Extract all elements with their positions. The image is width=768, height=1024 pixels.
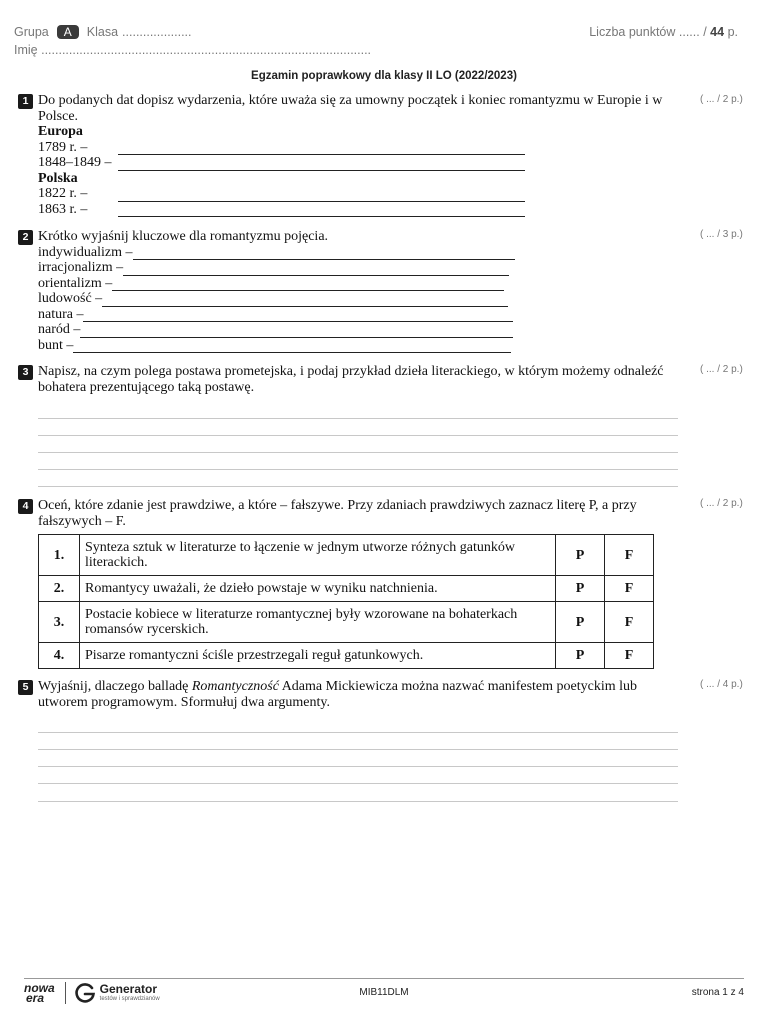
footer-divider (24, 978, 744, 979)
term-row (38, 245, 678, 261)
writing-line[interactable] (38, 452, 678, 453)
task-5 (18, 679, 678, 710)
table-row (39, 602, 654, 643)
table-row (39, 576, 654, 602)
ballad-title: Romantyczność (191, 679, 279, 694)
task-1 (18, 93, 678, 217)
date-label: 1789 r. – (38, 139, 88, 155)
writing-line[interactable] (38, 732, 678, 733)
exam-title: Egzamin poprawkowy dla klasy II LO (2022/2023) (251, 70, 517, 82)
task-number: 4 (18, 499, 33, 514)
date-label: 1848–1849 – (38, 155, 112, 170)
grupa-label: Grupa (14, 25, 49, 39)
statement-number: 3. (39, 602, 80, 643)
points-unit: p. (727, 25, 738, 39)
statement-text: Synteza sztuk w literaturze to łączenie w jednym utworze różnych gatunków literackich. (80, 535, 556, 576)
task-text-after: Adama Mickiewicza można nazwać manifestem poetyckim lub utworem programowym. Sformułuj dwa argumenty. (38, 679, 638, 710)
statement-text: Romantycy uważali, że dzieło powstaje w wyniku natchnienia. (80, 576, 556, 602)
polska-heading: Polska (38, 170, 78, 186)
answer-line[interactable] (118, 206, 525, 217)
writing-line[interactable] (38, 766, 678, 767)
term-label: bunt – (38, 337, 74, 353)
task-points: ( ... / 4 p.) (700, 679, 743, 690)
term-label: irracjonalizm – (38, 260, 124, 275)
logo-era-text: era (26, 991, 45, 1005)
statement-number: 4. (39, 643, 80, 669)
task-2 (18, 229, 678, 353)
writing-line[interactable] (38, 469, 678, 470)
answer-line[interactable] (102, 296, 508, 307)
statement-text: Postacie kobiece w literaturze romantycznej były wzorowane na bohaterkach romansów rycerskich. (80, 602, 556, 643)
answer-row (38, 186, 678, 202)
statement-number: 1. (39, 535, 80, 576)
term-row (38, 338, 678, 354)
true-option[interactable]: P (556, 602, 605, 643)
answer-row (38, 202, 678, 218)
generator-text: Generator (99, 982, 158, 996)
term-label: ludowość – (38, 291, 103, 306)
term-label: naród – (38, 322, 81, 337)
answer-line[interactable] (123, 265, 509, 276)
false-option[interactable]: F (605, 576, 654, 602)
generator-subtext: testów i sprawdzianów (99, 996, 160, 1002)
grupa-field (14, 25, 192, 39)
term-label: natura – (38, 306, 84, 322)
europa-heading: Europa (38, 124, 83, 139)
term-row (38, 260, 678, 276)
answer-line[interactable] (118, 191, 525, 202)
task-text: Napisz, na czym polega postawa prometejska, i podaj przykład dzieła literackiego, w którym możemy odnaleźć bohatera prezentującego taką postawę. (38, 364, 664, 395)
page-number: strona 1 z 4 (691, 987, 744, 998)
task-4 (18, 498, 678, 529)
term-label: orientalizm – (38, 275, 113, 291)
answer-row (38, 155, 678, 171)
answer-line[interactable] (112, 280, 504, 291)
answer-line[interactable] (118, 144, 525, 155)
answer-row (38, 140, 678, 156)
writing-line[interactable] (38, 749, 678, 750)
imie-field (14, 43, 371, 57)
task-text: Oceń, które zdanie jest prawdziwe, a które – fałszywe. Przy zdaniach prawdziwych zaznacz literę P, a przy fałszywych – F. (38, 498, 637, 529)
points-max: 44 (710, 25, 725, 39)
task-points: ( ... / 2 p.) (700, 94, 743, 105)
task-text: Krótko wyjaśnij kluczowe dla romantyzmu pojęcia. (38, 229, 329, 244)
writing-line[interactable] (38, 435, 678, 436)
task-number: 1 (18, 94, 33, 109)
answer-line[interactable] (83, 311, 513, 322)
table-row (39, 535, 654, 576)
document-code: MIB11DLM (359, 987, 409, 998)
task-number: 2 (18, 230, 33, 245)
task-text: Do podanych dat dopisz wydarzenia, które uważa się za umowny początek i koniec romantyzmu w Europie i w Polsce. (38, 93, 663, 124)
term-label: indywidualizm – (38, 244, 133, 260)
statement-text: Pisarze romantyczni ściśle przestrzegali reguł gatunkowych. (80, 643, 556, 669)
term-row (38, 276, 678, 292)
task-points: ( ... / 2 p.) (700, 498, 743, 509)
true-option[interactable]: P (556, 643, 605, 669)
writing-line[interactable] (38, 801, 678, 802)
term-row (38, 291, 678, 307)
imie-label: Imię (14, 43, 38, 57)
term-row (38, 307, 678, 323)
answer-line[interactable] (118, 160, 525, 171)
writing-line[interactable] (38, 486, 678, 487)
klasa-dots: .................... (122, 25, 192, 39)
grupa-badge: A (57, 25, 79, 39)
answer-line[interactable] (80, 327, 513, 338)
answer-line[interactable] (73, 342, 511, 353)
task-text-before: Wyjaśnij, dlaczego balladę (38, 679, 192, 694)
true-option[interactable]: P (556, 576, 605, 602)
task-number: 3 (18, 365, 33, 380)
task-points: ( ... / 2 p.) (700, 364, 743, 375)
date-label: 1822 r. – (38, 186, 88, 201)
task-3 (18, 364, 678, 395)
task-points: ( ... / 3 p.) (700, 229, 743, 240)
true-false-table (38, 534, 654, 669)
term-row (38, 322, 678, 338)
logo-nowa-text: nowa (24, 981, 55, 995)
writing-line[interactable] (38, 418, 678, 419)
writing-line[interactable] (38, 783, 678, 784)
klasa-label: Klasa (86, 25, 119, 39)
false-option[interactable]: F (605, 643, 654, 669)
true-option[interactable]: P (556, 535, 605, 576)
points-label: Liczba punktów ...... (589, 25, 700, 39)
task-number: 5 (18, 680, 33, 695)
points-sep: / (703, 25, 707, 39)
false-option[interactable]: F (605, 602, 654, 643)
imie-dots: ............................................................................................... (41, 43, 372, 57)
total-points (589, 25, 738, 39)
table-row (39, 643, 654, 669)
task-text (38, 679, 678, 710)
statement-number: 2. (39, 576, 80, 602)
date-label: 1863 r. – (38, 201, 88, 217)
false-option[interactable]: F (605, 535, 654, 576)
answer-line[interactable] (133, 249, 515, 260)
